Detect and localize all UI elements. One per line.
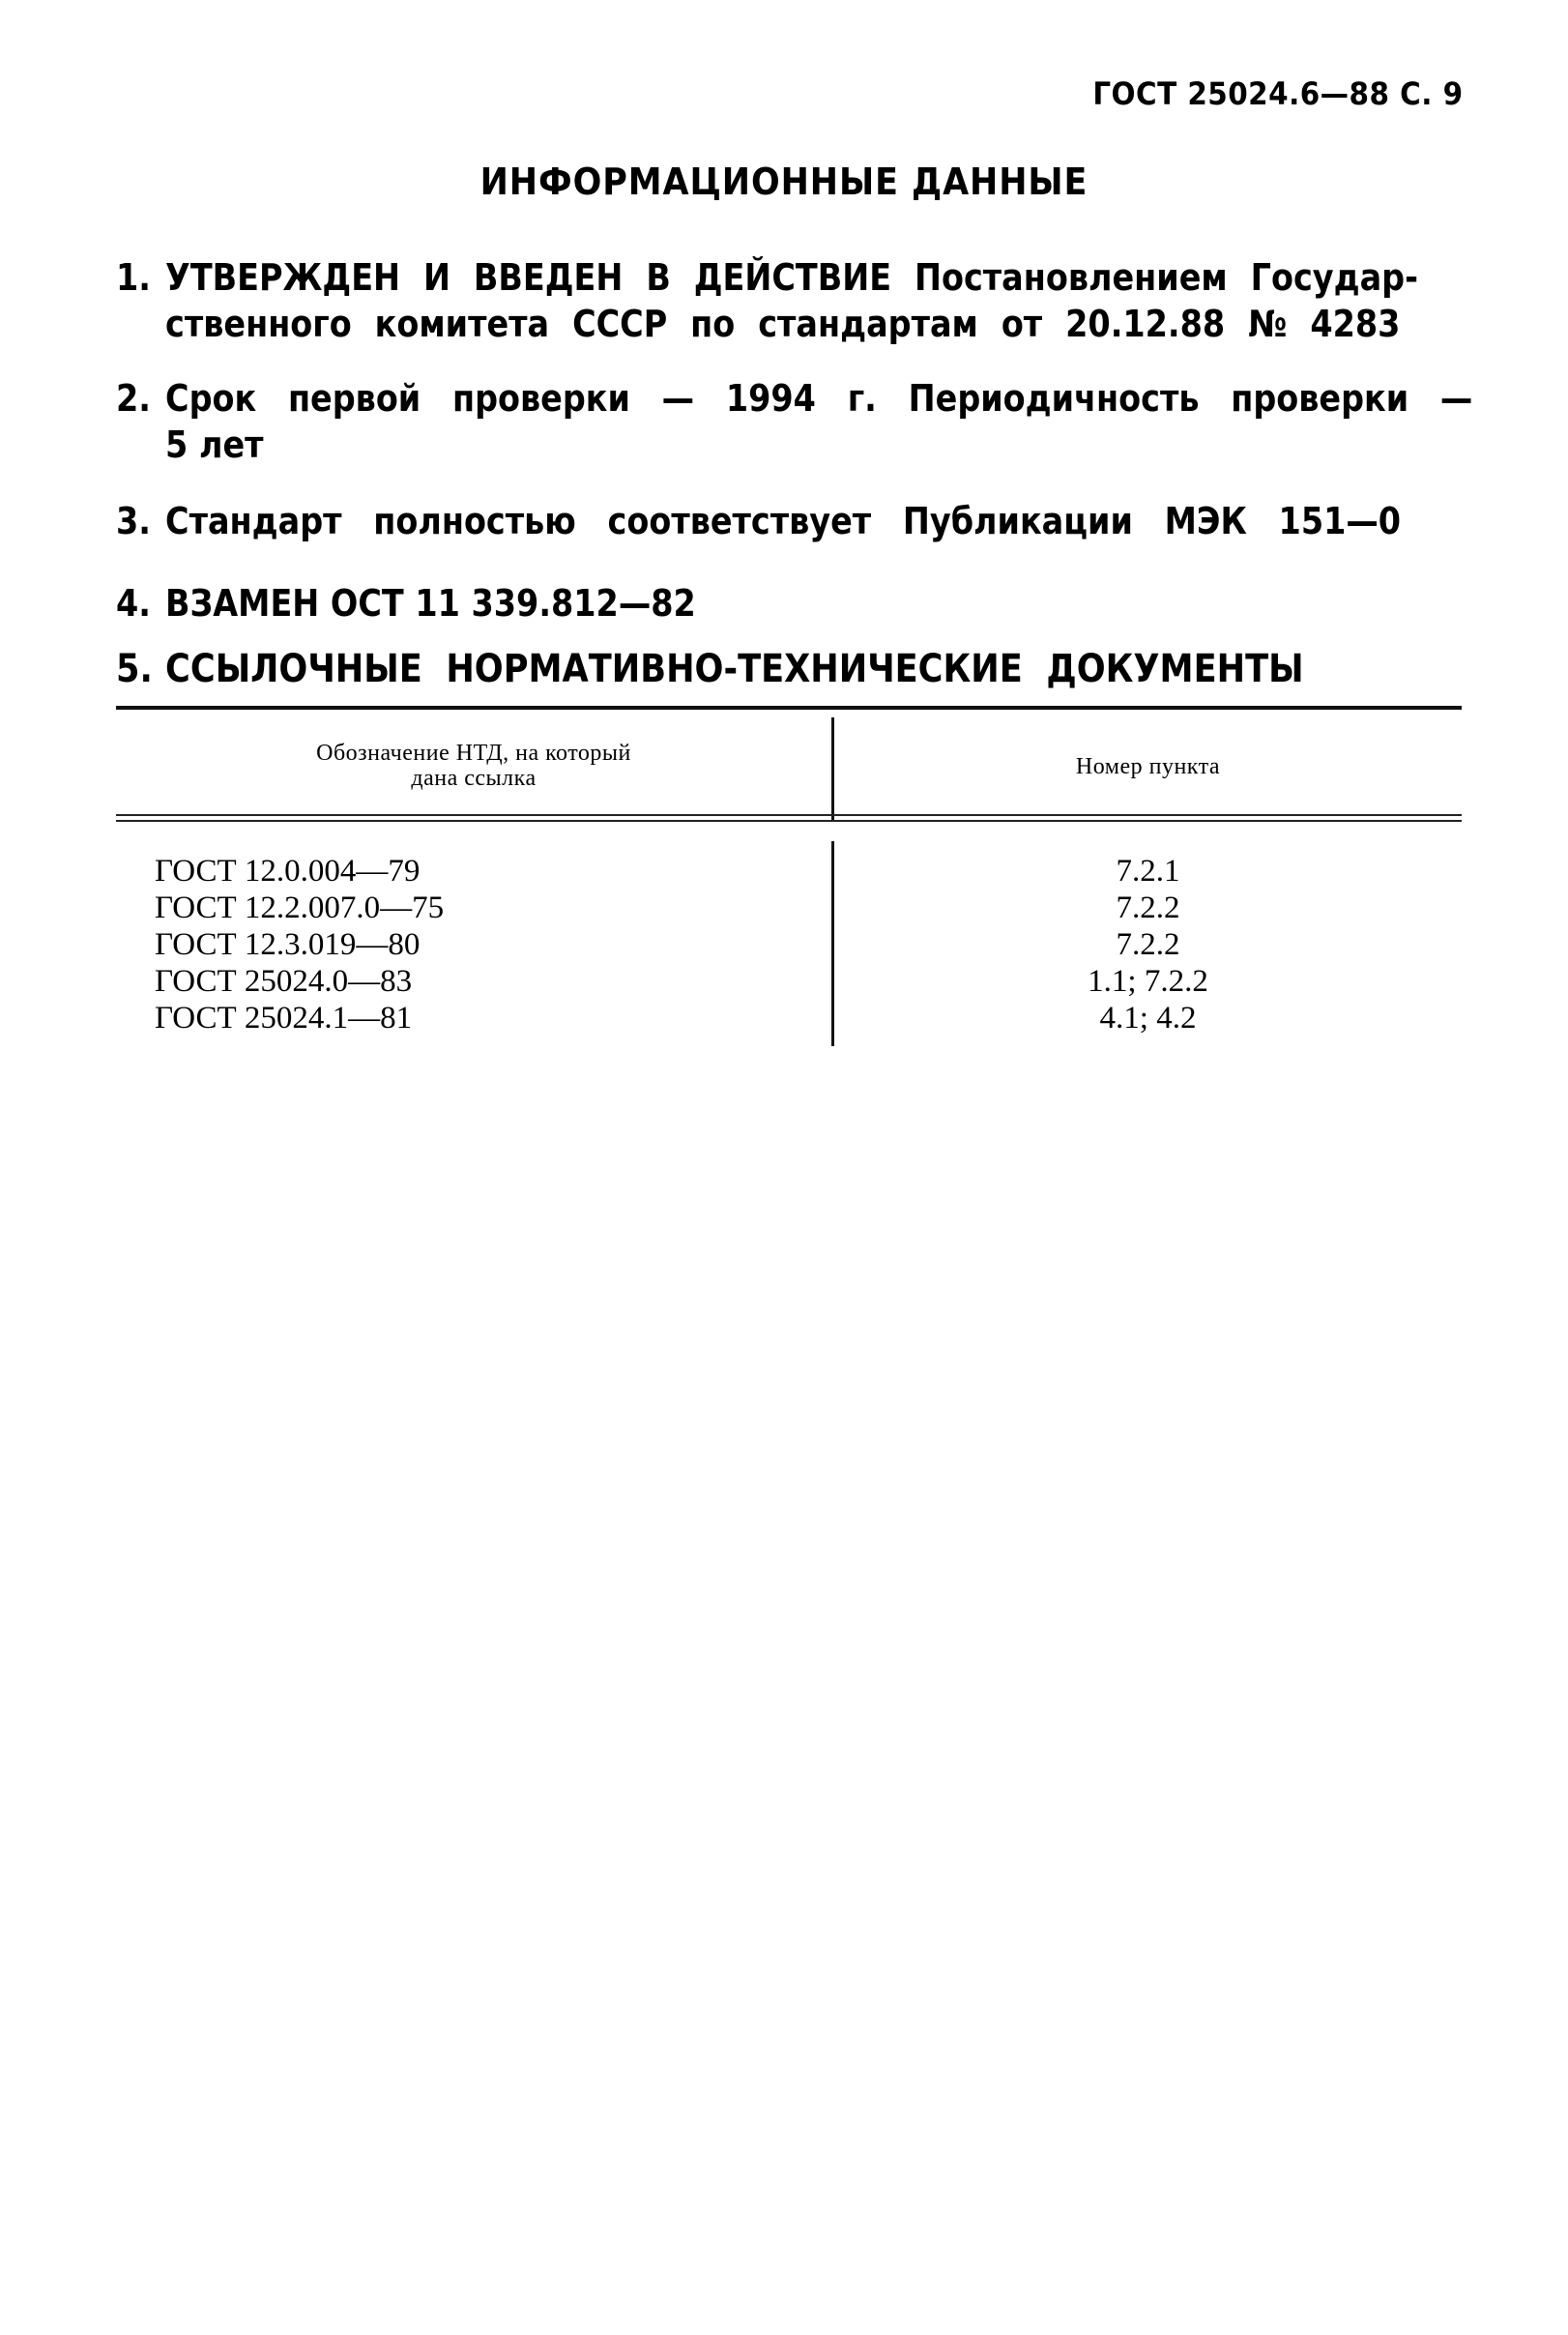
list-item-review-period (116, 375, 1473, 468)
table-cell-clause: 7.2.2 (1116, 927, 1180, 962)
table-cell-document: ГОСТ 12.3.019—80 (155, 927, 421, 962)
column-header-line-2: дана ссылка (411, 766, 537, 791)
table-cell-document: ГОСТ 12.2.007.0—75 (155, 890, 445, 925)
header-rule (116, 820, 1462, 822)
item-text-line-2: ственного комитета СССР по стандартам от 20.12.88 № 4283 (165, 303, 1401, 345)
item-number: 5. (116, 647, 153, 691)
item-text-line-1: ВЗАМЕН ОСТ 11 339.812—82 (165, 582, 696, 625)
item-number: 4. (116, 582, 151, 625)
table-cell-clause: 1.1; 7.2.2 (1088, 964, 1208, 999)
table-cell-clause: 7.2.1 (1116, 854, 1180, 889)
table-cell-clause: 4.1; 4.2 (1099, 1001, 1197, 1036)
column-header-clause: Номер пункта (1075, 754, 1221, 779)
list-item-references-heading (116, 646, 1307, 692)
item-number: 3. (116, 500, 151, 542)
header-rule (116, 814, 1462, 816)
table-cell-document: ГОСТ 25024.0—83 (155, 964, 413, 999)
item-text-line-2: 5 лет (165, 423, 264, 466)
page-title: ИНФОРМАЦИОННЫЕ ДАННЫЕ (479, 161, 1089, 203)
item-text-line-1: Стандарт полностью соответствует Публикации МЭК 151—0 (165, 500, 1402, 542)
clause-column (834, 853, 1462, 1036)
list-item-approval (116, 254, 1418, 347)
item-text-line-1: УТВЕРЖДЕН И ВВЕДЕН В ДЕЙСТВИЕ Постановлением Государ- (165, 256, 1418, 299)
references-table (116, 706, 1462, 1044)
table-cell-document: ГОСТ 25024.1—81 (155, 1001, 413, 1036)
table-cell-document: ГОСТ 12.0.004—79 (155, 854, 421, 889)
document-column (155, 853, 812, 1036)
item-number: 1. (116, 256, 151, 299)
table-top-rule (116, 706, 1462, 710)
page-header-reference: ГОСТ 25024.6—88 С. 9 (1092, 75, 1464, 112)
column-header-document (116, 741, 831, 791)
column-header-line-1: Обозначение НТД, на который (316, 741, 631, 766)
list-item-conformity (116, 498, 1402, 544)
list-item-replaces (116, 580, 1307, 627)
table-cell-clause: 7.2.2 (1116, 890, 1180, 925)
item-text-line-1: Срок первой проверки — 1994 г. Периодичность проверки — (165, 377, 1473, 420)
item-number: 2. (116, 377, 151, 420)
item-text-line-1: ССЫЛОЧНЫЕ НОРМАТИВНО-ТЕХНИЧЕСКИЕ ДОКУМЕНТЫ (165, 647, 1304, 691)
